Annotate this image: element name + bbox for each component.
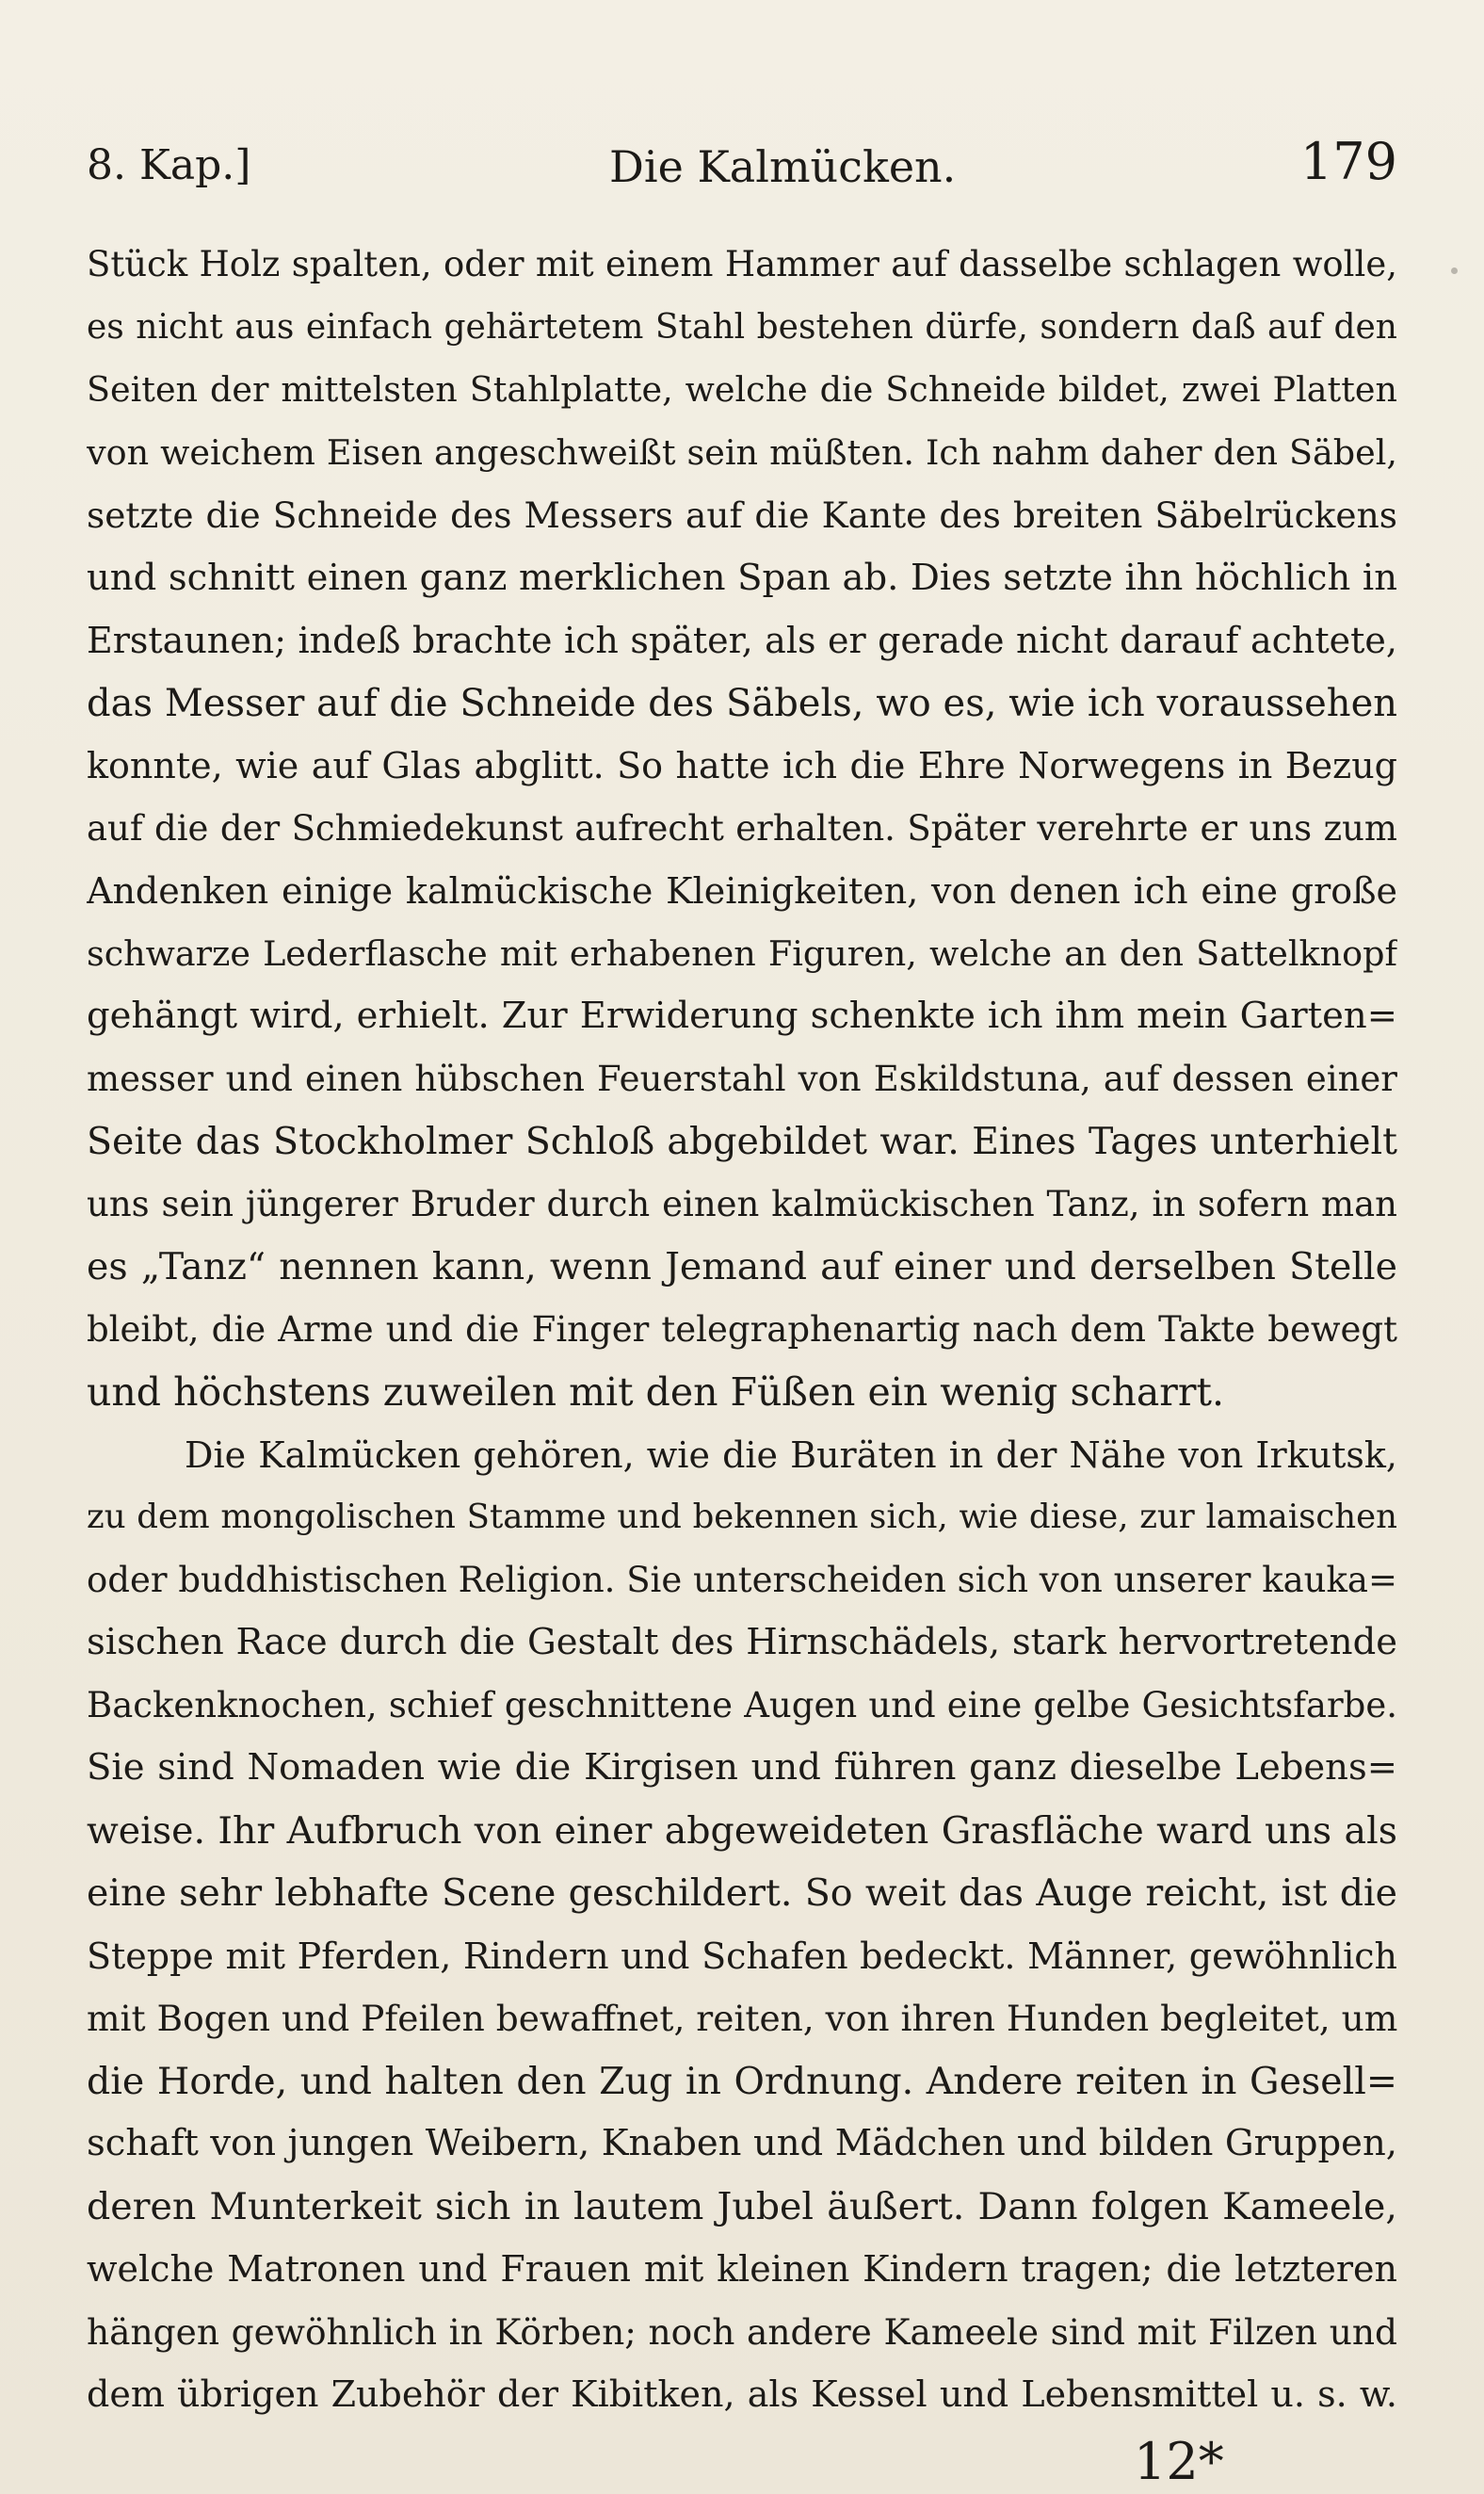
text-line: gehängt wird, erhielt. Zur Erwiderung schenkte ich ihm mein Garten= — [87, 995, 1397, 1037]
text-line: schwarze Lederflasche mit erhabenen Figuren, welche an den Sattelknopf — [87, 932, 1397, 974]
text-line: Erstaunen; indeß brachte ich später, als er gerade nicht darauf achtete, — [87, 620, 1397, 661]
text-line: das Messer auf die Schneide des Säbels, wo es, wie ich voraussehen — [87, 681, 1397, 725]
text-line: oder buddhistischen Religion. Sie unterscheiden sich von unserer kauka= — [87, 1559, 1397, 1600]
text-line: dem übrigen Zubehör der Kibitken, als Kessel und Lebensmittel u. s. w. — [87, 2373, 1397, 2415]
chapter-reference: 8. Kap.] — [87, 141, 251, 189]
text-line: setzte die Schneide des Messers auf die Kante des breiten Säbelrückens — [87, 494, 1397, 536]
text-line: und höchstens zuweilen mit den Füßen ein wenig scharrt. — [87, 1369, 1225, 1415]
text-line: Seiten der mittelsten Stahlplatte, welche die Schneide bildet, zwei Platten — [87, 369, 1397, 410]
text-line: welche Matronen und Frauen mit kleinen Kindern tragen; die letzteren — [87, 2248, 1397, 2290]
text-line: deren Munterkeit sich in lautem Jubel äußert. Dann folgen Kameele, — [87, 2184, 1397, 2228]
paragraph-2 — [87, 1424, 1397, 2426]
text-line: die Horde, und halten den Zug in Ordnung. Andere reiten in Gesell= — [87, 2059, 1397, 2103]
text-line: von weichem Eisen angeschweißt sein müßten. Ich nahm daher den Säbel, — [87, 431, 1397, 473]
signature-mark: 12* — [1134, 2432, 1224, 2491]
text-line: Die Kalmücken gehören, wie die Buräten in der Nähe von Irkutsk, — [185, 1433, 1397, 1476]
text-line: messer und einen hübschen Feuerstahl von Eskildstuna, auf dessen einer — [87, 1058, 1397, 1099]
page-number: 179 — [1299, 132, 1397, 191]
paragraph-1 — [87, 234, 1397, 1424]
text-line: mit Bogen und Pfeilen bewaffnet, reiten, von ihren Hunden begleitet, um — [87, 1998, 1397, 2039]
text-line: es „Tanz“ nennen kann, wenn Jemand auf einer und derselben Stelle — [87, 1245, 1397, 1288]
text-line: Andenken einige kalmückische Kleinigkeiten, von denen ich eine große — [87, 870, 1397, 912]
text-line: auf die der Schmiedekunst aufrecht erhalten. Später verehrte er uns zum — [87, 807, 1397, 849]
text-line: konnte, wie auf Glas abglitt. So hatte ich die Ehre Norwegens in Bezug — [87, 745, 1397, 786]
text-line: Sie sind Nomaden wie die Kirgisen und führen ganz dieselbe Lebens= — [87, 1746, 1397, 1789]
text-line: uns sein jüngerer Bruder durch einen kalmückischen Tanz, in sofern man — [87, 1183, 1397, 1224]
body-text — [87, 234, 1397, 2426]
text-line: weise. Ihr Aufbruch von einer abgeweideten Grasfläche ward uns als — [87, 1808, 1397, 1853]
text-line: Steppe mit Pferden, Rindern und Schafen bedeckt. Männer, gewöhnlich — [87, 1935, 1397, 1977]
text-line: bleibt, die Arme und die Finger telegraphenartig nach dem Takte bewegt — [87, 1308, 1397, 1350]
running-title: Die Kalmücken. — [609, 141, 957, 192]
text-line: es nicht aus einfach gehärtetem Stahl bestehen dürfe, sondern daß auf den — [87, 307, 1397, 347]
text-line: hängen gewöhnlich in Körben; noch andere Kameele sind mit Filzen und — [87, 2310, 1397, 2353]
text-line: zu dem mongolischen Stamme und bekennen sich, wie diese, zur lamaischen — [87, 1498, 1397, 1536]
text-line: eine sehr lebhafte Scene geschildert. So weit das Auge reicht, ist die — [87, 1871, 1397, 1915]
text-line: Seite das Stockholmer Schloß abgebildet war. Eines Tages unterhielt — [87, 1120, 1397, 1163]
text-line: sischen Race durch die Gestalt des Hirnschädels, stark hervortretende — [87, 1621, 1397, 1663]
margin-speck — [1451, 267, 1458, 274]
text-line: und schnitt einen ganz merklichen Span ab. Dies setzte ihn höchlich in — [87, 556, 1397, 599]
text-line: Stück Holz spalten, oder mit einem Hammer auf dasselbe schlagen wolle, — [87, 244, 1397, 284]
running-header — [87, 132, 1397, 200]
text-line: schaft von jungen Weibern, Knaben und Mädchen und bilden Gruppen, — [87, 2122, 1397, 2164]
text-line: Backenknochen, schief geschnittene Augen und eine gelbe Gesichtsfarbe. — [87, 1684, 1397, 1725]
